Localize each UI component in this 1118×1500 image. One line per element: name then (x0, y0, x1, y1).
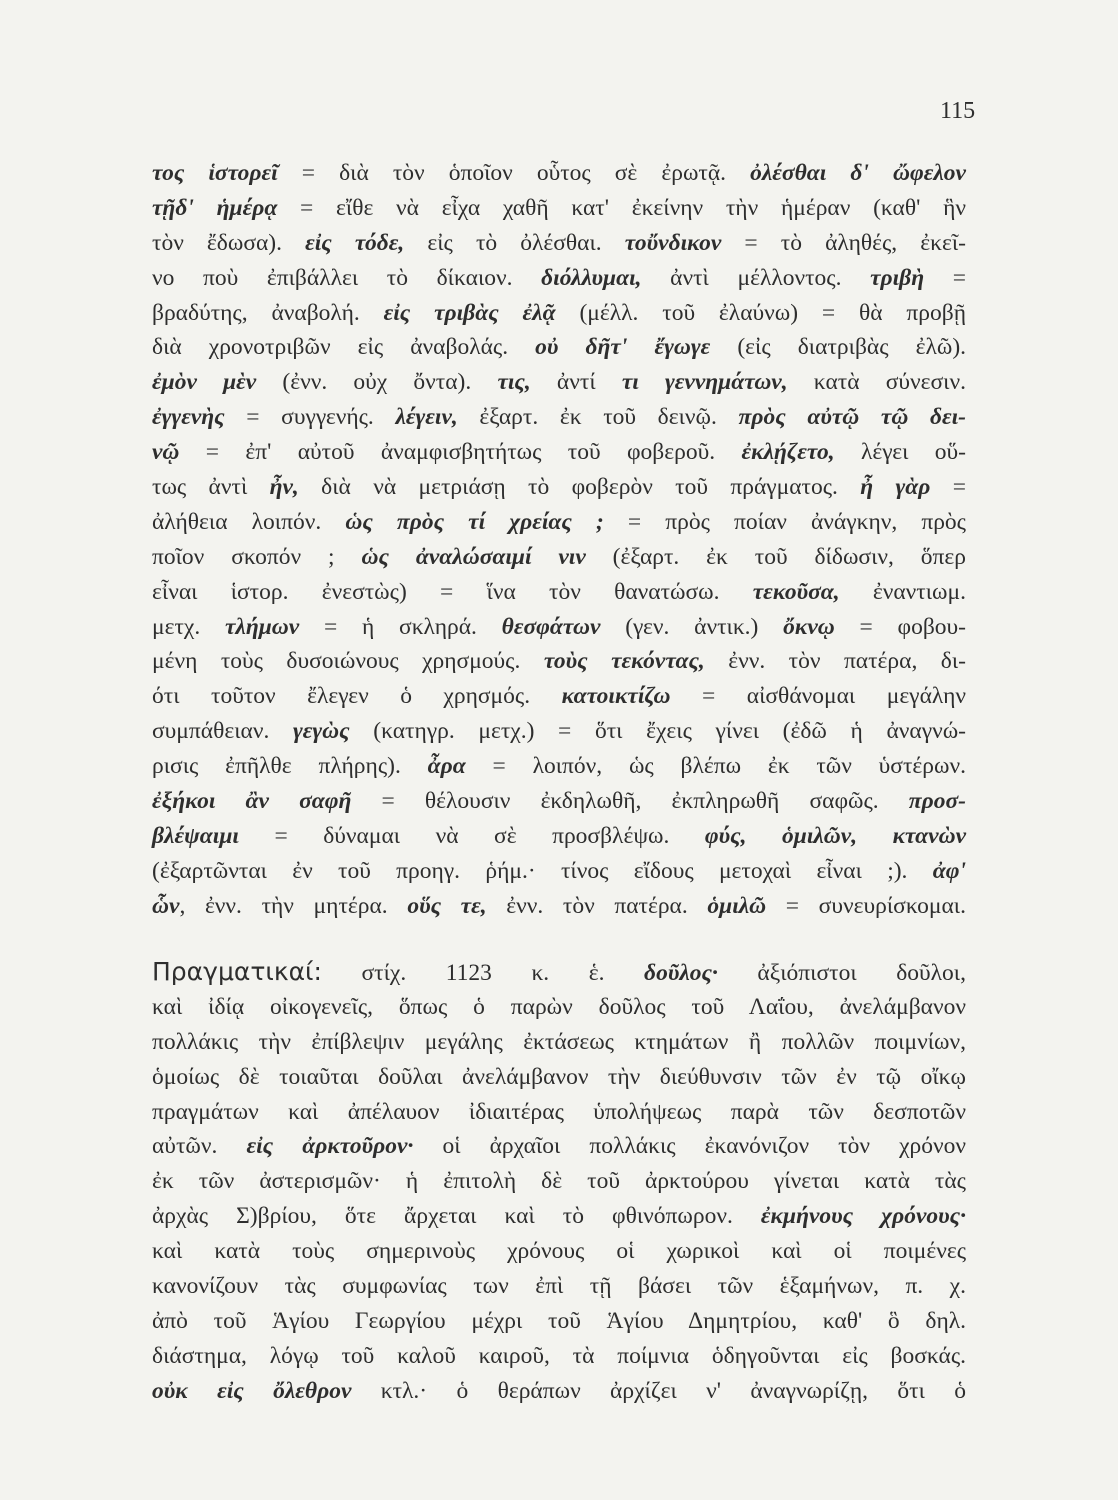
gloss-text: κτλ.· ὁ θεράπων ἀρχίζει ν' ἀναγνωρίζῃ, ὅτι ὁ (351, 1377, 967, 1404)
gloss-text: (ἐξαρτ. ἐκ τοῦ δίδωσιν, ὅπερ (585, 543, 967, 570)
lemma-term: βλέψαιμι (152, 822, 239, 849)
gloss-text: ὁμοίως δὲ τοιαῦται δοῦλαι ἀνελάμβανον τὴν διεύθυνσιν τῶν ἐν τῷ οἴκῳ (152, 1063, 966, 1090)
gloss-text: ἐκ τῶν ἀστερισμῶν· ἡ ἐπιτολὴ δὲ τοῦ ἀρκτούρου γίνεται κατὰ τὰς (152, 1168, 966, 1195)
lemma-term: δοῦλος· (644, 960, 718, 986)
lemma-term: ὀλέσθαι δ' ὤφελον (750, 160, 966, 186)
gloss-text: οἱ ἀρχαῖοι πολλάκις ἐκανόνιζον τὸν χρόνον (413, 1133, 967, 1160)
lemma-term: τοὔνδικον (624, 229, 722, 256)
text-line (152, 749, 966, 784)
text-line (152, 261, 966, 296)
text-line (152, 1129, 966, 1164)
gloss-text: ἀρχὰς Σ)βρίου, ὅτε ἄρχεται καὶ τὸ φθινόπωρον. (152, 1203, 761, 1230)
gloss-text: ἀξιόπιστοι δοῦλοι, (717, 960, 966, 986)
text-line (152, 889, 966, 924)
lemma-term: εἰς τόδε, (305, 229, 405, 256)
gloss-text: πραγμάτων καὶ ἀπέλαυον ἰδιαιτέρας ὑπολήψεως παρὰ τῶν δεσποτῶν (152, 1098, 966, 1125)
gloss-text: καὶ κατὰ τοὺς σημερινοὺς χρόνους οἱ χωρικοὶ καὶ οἱ ποιμένες (152, 1238, 966, 1265)
gloss-text: κατὰ σύνεσιν. (787, 369, 966, 396)
lemma-term: λέγειν, (395, 404, 458, 431)
lemma-term: ἆρα (427, 753, 466, 780)
text-line (152, 819, 966, 854)
gloss-text: (ἐξαρτῶνται ἐν τοῦ προηγ. ῥήμ.· τίνος εἴδους μετοχαὶ εἶναι ;). (152, 857, 933, 884)
gloss-text: διάστημα, λόγῳ τοῦ καλοῦ καιροῦ, τὰ ποίμνια ὁδηγοῦνται εἰς βοσκάς. (152, 1342, 966, 1369)
gloss-text: (γεν. ἀντικ.) (600, 613, 784, 640)
gloss-text: νο ποὺ ἐπιβάλλει τὸ δίκαιον. (152, 264, 542, 291)
text-line (152, 610, 966, 645)
lemma-term: κατοικτίζω (561, 683, 671, 710)
gloss-text: βραδύτης, ἀναβολή. (152, 299, 384, 326)
text-line (152, 540, 966, 575)
text-line (152, 330, 966, 365)
text-line (152, 575, 966, 610)
lemma-term: τος ἱστορεῖ (152, 160, 278, 186)
gloss-text: καὶ ἰδίᾳ οἰκογενεῖς, ὅπως ὁ παρὼν δοῦλος τοῦ Λαΐου, ἀνελάμβανον (152, 993, 966, 1020)
text-line (152, 784, 966, 819)
gloss-text: ἐξαρτ. ἐκ τοῦ δεινῷ. (457, 404, 739, 431)
lemma-term: ὄκνῳ (783, 613, 835, 640)
lemma-term: οὐ δῆτ' ἔγωγε (535, 334, 711, 361)
lemma-term: γεγὼς (292, 718, 350, 745)
gloss-text: = συνευρίσκομαι. (766, 892, 967, 919)
text-line (152, 1164, 966, 1199)
lemma-term: θεσφάτων (501, 613, 601, 640)
lemma-term: τριβὴ (870, 264, 925, 291)
gloss-text: ἀλήθεια λοιπόν. (152, 508, 346, 535)
text-line (152, 714, 966, 749)
lemma-term: τις, (497, 369, 531, 396)
lemma-term: διόλλυμαι, (541, 264, 642, 291)
lemma-term: προσ- (908, 788, 966, 815)
gloss-text: (μέλλ. τοῦ ἐλαύνω) = θὰ προβῇ (555, 299, 966, 326)
gloss-text: κανονίζουν τὰς συμφωνίας των ἐπὶ τῇ βάσει τῶν ἑξαμήνων, π. χ. (152, 1273, 966, 1300)
text-line (152, 644, 966, 679)
text-line (152, 1025, 966, 1060)
page-number: 115 (940, 98, 976, 124)
gloss-text: μετχ. (152, 613, 225, 640)
text-line (152, 990, 966, 1025)
gloss-text: = συγγενής. (224, 404, 396, 431)
gloss-text: = φοβου- (834, 613, 966, 640)
lemma-term: ἦ γὰρ (860, 474, 931, 501)
lemma-term: ὁμιλῶ (707, 892, 767, 919)
gloss-text: συμπάθειαν. (152, 718, 293, 745)
gloss-text: εἰς τὸ ὀλέσθαι. (404, 229, 625, 256)
lemma-term: τοὺς τεκόντας, (543, 648, 705, 675)
gloss-text: = (930, 474, 966, 501)
gloss-text: τως ἀντὶ (152, 474, 270, 501)
text-line (152, 365, 966, 400)
gloss-text: ρισις ἐπῆλθε πλήρης). (152, 753, 428, 780)
text-line (152, 1269, 966, 1304)
gloss-text: = (924, 264, 966, 291)
lemma-term: νῷ (152, 439, 180, 466)
text-line (152, 1199, 966, 1234)
gloss-text: ότι τοῦτον ἔλεγεν ὁ χρησμός. (152, 683, 562, 710)
text-line (152, 1304, 966, 1339)
lemma-term: τι γεννημάτων, (621, 369, 788, 396)
gloss-text: ἐνν. τὸν πατέρα. (486, 892, 708, 919)
gloss-text: (εἰς διατριβὰς ἐλῶ). (710, 334, 967, 361)
lemma-term: τῇδ' ἡμέρᾳ (152, 194, 278, 221)
text-line (152, 400, 966, 435)
gloss-text: ἀντὶ μέλλοντος. (641, 264, 871, 291)
gloss-text: αὐτῶν. (152, 1133, 247, 1160)
gloss-text: = αἰσθάνομαι μεγάλην (670, 683, 966, 710)
lemma-term: ἐκλῄζετο, (741, 439, 835, 466)
gloss-text: = λοιπόν, ὡς βλέπω ἐκ τῶν ὑστέρων. (465, 753, 966, 780)
gloss-text: ἐνν. τὸν πατέρα, δι- (704, 648, 967, 675)
gloss-text: ἀπὸ τοῦ Ἁγίου Γεωργίου μέχρι τοῦ Ἁγίου Δημητρίου, καθ' ὃ δηλ. (152, 1307, 966, 1334)
gloss-text: = διὰ τὸν ὁποῖον οὗτος σὲ ἐρωτᾷ. (277, 160, 751, 186)
gloss-text: = θέλουσιν ἐκδηλωθῆ, ἐκπληρωθῆ σαφῶς. (351, 788, 909, 815)
text-line (152, 226, 966, 261)
gloss-text: τὸν ἔδωσα). (152, 229, 306, 256)
text-line (152, 1339, 966, 1374)
text-line (152, 435, 966, 470)
lemma-term: εἰς τριβὰς ἐλᾷ (383, 299, 556, 326)
text-line (152, 955, 966, 990)
text-line (152, 505, 966, 540)
lemma-term: ὡς πρὸς τί χρείας ; (345, 508, 604, 535)
lemma-term: ὧν (152, 892, 180, 919)
lemma-term: εἰς ἀρκτοῦρον· (246, 1133, 414, 1160)
lemma-term: οὕς τε, (407, 892, 487, 919)
text-line (152, 191, 966, 226)
gloss-text: = εἴθε νὰ εἶχα χαθῆ κατ' ἐκείνην τὴν ἡμέραν (καθ' ἣν (277, 194, 966, 221)
gloss-text: ἀντί (530, 369, 622, 396)
gloss-text: , ἐνν. τὴν μητέρα. (179, 892, 408, 919)
gloss-text: διὰ χρονοτριβῶν εἰς ἀναβολάς. (152, 334, 536, 361)
lemma-term: ἦν, (269, 474, 299, 501)
historical-notes-paragraph (152, 955, 966, 1409)
text-line (152, 470, 966, 505)
lemma-term: τεκοῦσα, (752, 578, 840, 605)
gloss-text: = τὸ ἀληθές, ἐκεῖ- (721, 229, 966, 256)
lemma-term: ἐμὸν μὲν (152, 369, 257, 396)
lemma-term: οὐκ εἰς ὄλεθρον (152, 1377, 352, 1404)
gloss-text: διὰ νὰ μετριάσῃ τὸ φοβερὸν τοῦ πράγματος. (298, 474, 861, 501)
text-line (152, 296, 966, 331)
gloss-text: μένη τοὺς δυσοιώνους χρησμούς. (152, 648, 544, 675)
gloss-text: = ἡ σκληρά. (299, 613, 502, 640)
lemma-term: ἐγγενὴς (152, 404, 225, 431)
gloss-text: (ἐνν. οὐχ ὄντα). (256, 369, 498, 396)
gloss-text: ποῖον σκοπόν ; (152, 543, 362, 570)
gloss-text: λέγει οὕ- (834, 439, 966, 466)
lemma-term: τλήμων (224, 613, 300, 640)
text-line (152, 156, 966, 191)
text-line (152, 854, 966, 889)
gloss-text: (κατηγρ. μετχ.) = ὅτι ἔχεις γίνει (ἐδῶ ἡ ἀναγνώ- (349, 718, 966, 745)
gloss-text: = δύναμαι νὰ σὲ προσβλέψω. (238, 822, 705, 849)
gloss-text: πολλάκις τὴν ἐπίβλεψιν μεγάλης ἐκτάσεως κτημάτων ἢ πολλῶν ποιμνίων, (152, 1028, 966, 1055)
lemma-term: φύς, ὁμιλῶν, κτανὼν (704, 822, 966, 849)
text-line (152, 1374, 966, 1409)
text-line (152, 1060, 966, 1095)
lemma-term: ἐκμήνους χρόνους· (760, 1203, 966, 1230)
text-line (152, 1095, 966, 1130)
gloss-text: ἐναντιωμ. (839, 578, 967, 605)
lemma-term: ἐξήκοι ἂν σαφῆ (152, 788, 352, 815)
gloss-text: = ἐπ' αὐτοῦ ἀναμφισβητήτως τοῦ φοβεροῦ. (179, 439, 742, 466)
gloss-text: στίχ. 1123 κ. ἑ. (321, 960, 645, 986)
section-heading: Πραγματικαί: (152, 957, 322, 986)
lemma-term: ἀφ' (932, 857, 966, 884)
text-line (152, 679, 966, 714)
lemma-term: πρὸς αὐτῷ τῷ δει- (738, 404, 966, 431)
commentary-paragraph (152, 156, 966, 924)
gloss-text: = πρὸς ποίαν ἀνάγκην, πρὸς (603, 508, 966, 535)
lemma-term: ὡς ἀναλώσαιμί νιν (361, 543, 586, 570)
gloss-text: εἶναι ἱστορ. ἐνεστὼς) = ἵνα τὸν θανατώσω. (152, 578, 753, 605)
text-line (152, 1234, 966, 1269)
